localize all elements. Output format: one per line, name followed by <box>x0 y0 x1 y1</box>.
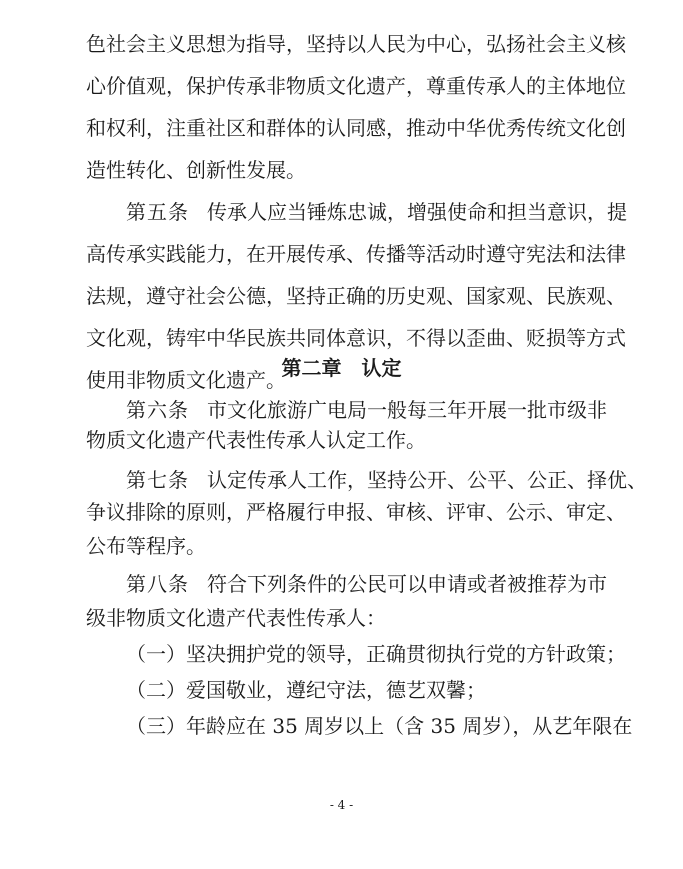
article-6-label: 第六条 <box>126 398 189 422</box>
article-6-text: 市文化旅游广电局一般每三年开展一批市级非 <box>207 398 607 422</box>
body-line: 争议排除的原则，严格履行申报、审核、评审、公示、审定、 <box>86 500 626 524</box>
article-6-first-line <box>126 396 607 424</box>
article-8-text: 符合下列条件的公民可以申请或者被推荐为市 <box>207 572 607 596</box>
list-item: （三）年龄应在 35 周岁以上（含 35 周岁），从艺年限在 <box>126 714 633 738</box>
body-line: 使用非物质文化遗产。 <box>86 368 286 392</box>
body-line: 和权利，注重社区和群体的认同感，推动中华优秀传统文化创 <box>86 116 626 140</box>
body-line: 心价值观，保护传承非物质文化遗产，尊重传承人的主体地位 <box>86 74 626 98</box>
body-line: 公布等程序。 <box>86 534 206 558</box>
article-8-first-line <box>126 570 607 598</box>
body-line: 高传承实践能力，在开展传承、传播等活动时遵守宪法和法律 <box>86 242 626 266</box>
chapter-heading: 第二章 认定 <box>281 356 402 380</box>
body-line: 法规，遵守社会公德，坚持正确的历史观、国家观、民族观、 <box>86 284 626 308</box>
page-number: - 4 - <box>329 798 354 812</box>
body-line: 文化观，铸牢中华民族共同体意识，不得以歪曲、贬损等方式 <box>86 326 626 350</box>
article-5-text: 传承人应当锤炼忠诚，增强使命和担当意识，提 <box>207 200 627 224</box>
article-7-text: 认定传承人工作，坚持公开、公平、公正、择优、 <box>207 468 647 492</box>
article-8-label: 第八条 <box>126 572 189 596</box>
article-5-label: 第五条 <box>126 200 189 224</box>
body-line: 物质文化遗产代表性传承人认定工作。 <box>86 428 426 452</box>
body-line: 色社会主义思想为指导，坚持以人民为中心，弘扬社会主义核 <box>86 32 626 56</box>
body-line: 级非物质文化遗产代表性传承人： <box>86 606 386 630</box>
article-7-first-line <box>126 466 647 494</box>
list-item: （一）坚决拥护党的领导，正确贯彻执行党的方针政策； <box>126 642 626 666</box>
article-5-first-line <box>126 198 627 226</box>
body-line: 造性转化、创新性发展。 <box>86 158 306 182</box>
article-7-label: 第七条 <box>126 468 189 492</box>
list-item: （二）爱国敬业，遵纪守法，德艺双馨； <box>126 678 486 702</box>
